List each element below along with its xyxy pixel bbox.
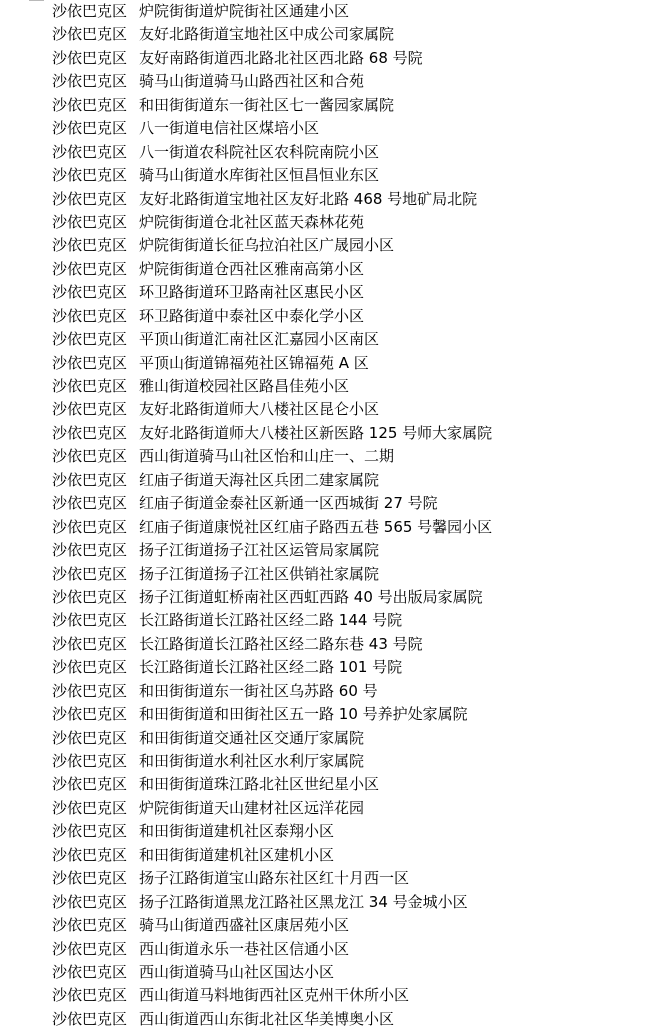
address-text: 友好北路街道宝地社区友好北路 468 号地矿局北院 <box>139 189 478 208</box>
address-text: 骑马山街道西盛社区康居苑小区 <box>139 916 350 935</box>
address-text: 和田街街道建机社区泰翔小区 <box>139 822 335 841</box>
district-name: 沙依巴克区 <box>52 212 128 231</box>
address-row <box>52 633 652 656</box>
district-name: 沙依巴克区 <box>52 119 128 138</box>
address-text: 友好北路街道宝地社区中成公司家属院 <box>139 25 395 44</box>
address-row <box>52 281 652 304</box>
address-row <box>52 141 652 164</box>
address-row <box>52 258 652 281</box>
address-row <box>52 539 652 562</box>
address-row <box>52 563 652 586</box>
address-text: 长江路街道长江路社区经二路 144 号院 <box>139 611 403 630</box>
district-name: 沙依巴克区 <box>52 728 128 747</box>
address-text: 骑马山街道水库街社区恒昌恒业东区 <box>139 166 380 185</box>
address-text: 环卫路街道环卫路南社区惠民小区 <box>139 283 365 302</box>
address-text: 和田街街道东一街社区乌苏路 60 号 <box>139 681 378 700</box>
address-text: 和田街街道交通社区交通厅家属院 <box>139 728 365 747</box>
address-row <box>52 94 652 117</box>
address-text: 西山街道永乐一巷社区信通小区 <box>139 939 350 958</box>
address-row <box>52 820 652 843</box>
address-row <box>52 586 652 609</box>
address-text: 西山街道马料地街西社区克州干休所小区 <box>139 986 410 1005</box>
district-name: 沙依巴克区 <box>52 95 128 114</box>
address-row <box>52 1008 652 1031</box>
address-row <box>52 727 652 750</box>
address-row <box>52 211 652 234</box>
address-text: 和田街街道建机社区建机小区 <box>139 845 335 864</box>
address-text: 炉院街街道仓西社区雅南高第小区 <box>139 259 365 278</box>
address-text: 八一街道电信社区煤培小区 <box>139 119 320 138</box>
address-row <box>52 422 652 445</box>
address-row <box>52 469 652 492</box>
address-text: 友好北路街道师大八楼社区昆仑小区 <box>139 400 380 419</box>
address-row <box>52 773 652 796</box>
address-row <box>52 234 652 257</box>
address-row <box>52 47 652 70</box>
district-name: 沙依巴克区 <box>52 986 128 1005</box>
address-row <box>52 797 652 820</box>
address-text: 扬子江街道扬子江社区供销社家属院 <box>139 564 380 583</box>
address-text: 炉院街街道仓北社区蓝天森林花苑 <box>139 212 365 231</box>
district-name: 沙依巴克区 <box>52 681 128 700</box>
district-name: 沙依巴克区 <box>52 142 128 161</box>
address-row <box>52 164 652 187</box>
address-row <box>52 891 652 914</box>
address-row <box>52 305 652 328</box>
address-row <box>52 23 652 46</box>
top-divider <box>29 0 44 1</box>
district-name: 沙依巴克区 <box>52 423 128 442</box>
address-list <box>52 0 652 1031</box>
address-text: 长江路街道长江路社区经二路 101 号院 <box>139 658 403 677</box>
address-row <box>52 0 652 23</box>
address-row <box>52 492 652 515</box>
district-name: 沙依巴克区 <box>52 400 128 419</box>
address-row <box>52 375 652 398</box>
address-text: 炉院街街道炉院街社区通建小区 <box>139 2 350 20</box>
address-text: 扬子江路街道黑龙江路社区黑龙江 34 号金城小区 <box>139 892 468 911</box>
district-name: 沙依巴克区 <box>52 259 128 278</box>
address-text: 长江路街道长江路社区经二路东巷 43 号院 <box>139 634 423 653</box>
address-text: 和田街街道和田街社区五一路 10 号养护处家属院 <box>139 705 468 724</box>
district-name: 沙依巴克区 <box>52 705 128 724</box>
address-row <box>52 445 652 468</box>
address-row <box>52 914 652 937</box>
district-name: 沙依巴克区 <box>52 962 128 981</box>
address-text: 西山街道西山东街北社区华美博奥小区 <box>139 1009 395 1028</box>
district-name: 沙依巴克区 <box>52 916 128 935</box>
district-name: 沙依巴克区 <box>52 377 128 395</box>
address-row <box>52 609 652 632</box>
address-text: 和田街街道东一街社区七一酱园家属院 <box>139 95 395 114</box>
address-text: 扬子江街道虹桥南社区西虹西路 40 号出版局家属院 <box>139 587 483 606</box>
address-row <box>52 516 652 539</box>
address-row <box>52 844 652 867</box>
address-text: 友好北路街道师大八楼社区新医路 125 号师大家属院 <box>139 423 493 442</box>
district-name: 沙依巴克区 <box>52 517 128 536</box>
address-row <box>52 70 652 93</box>
address-text: 炉院街街道长征乌拉泊社区广晟园小区 <box>139 236 395 255</box>
district-name: 沙依巴克区 <box>52 330 128 349</box>
district-name: 沙依巴克区 <box>52 611 128 630</box>
district-name: 沙依巴克区 <box>52 166 128 185</box>
district-name: 沙依巴克区 <box>52 775 128 794</box>
address-row <box>52 867 652 890</box>
address-text: 友好南路街道西北路北社区西北路 68 号院 <box>139 48 423 67</box>
district-name: 沙依巴克区 <box>52 2 128 20</box>
address-row <box>52 680 652 703</box>
address-text: 红庙子街道金泰社区新通一区西城街 27 号院 <box>139 494 438 513</box>
address-text: 红庙子街道康悦社区红庙子路西五巷 565 号馨园小区 <box>139 517 493 536</box>
address-text: 平顶山街道锦福苑社区锦福苑 A 区 <box>139 353 369 372</box>
address-text: 平顶山街道汇南社区汇嘉园小区南区 <box>139 330 380 349</box>
address-row <box>52 961 652 984</box>
district-name: 沙依巴克区 <box>52 447 128 466</box>
district-name: 沙依巴克区 <box>52 306 128 325</box>
district-name: 沙依巴克区 <box>52 48 128 67</box>
address-row <box>52 117 652 140</box>
district-name: 沙依巴克区 <box>52 541 128 560</box>
address-text: 西山街道骑马山社区国达小区 <box>139 962 335 981</box>
district-name: 沙依巴克区 <box>52 353 128 372</box>
district-name: 沙依巴克区 <box>52 939 128 958</box>
address-text: 环卫路街道中泰社区中泰化学小区 <box>139 306 365 325</box>
address-text: 骑马山街道骑马山路西社区和合苑 <box>139 72 365 91</box>
district-name: 沙依巴克区 <box>52 72 128 91</box>
address-text: 西山街道骑马山社区怡和山庄一、二期 <box>139 447 395 466</box>
district-name: 沙依巴克区 <box>52 283 128 302</box>
address-text: 扬子江路街道宝山路东社区红十月西一区 <box>139 869 410 888</box>
district-name: 沙依巴克区 <box>52 1009 128 1028</box>
address-text: 炉院街街道天山建材社区远洋花园 <box>139 798 365 817</box>
address-row <box>52 188 652 211</box>
address-text: 红庙子街道天海社区兵团二建家属院 <box>139 470 380 489</box>
district-name: 沙依巴克区 <box>52 658 128 677</box>
district-name: 沙依巴克区 <box>52 798 128 817</box>
district-name: 沙依巴克区 <box>52 752 128 770</box>
address-text: 和田街街道水利社区水利厅家属院 <box>139 752 365 770</box>
district-name: 沙依巴克区 <box>52 822 128 841</box>
district-name: 沙依巴克区 <box>52 189 128 208</box>
address-text: 雅山街道校园社区路昌佳苑小区 <box>139 377 350 395</box>
district-name: 沙依巴克区 <box>52 494 128 513</box>
address-row <box>52 750 652 773</box>
address-row <box>52 352 652 375</box>
address-row <box>52 328 652 351</box>
address-text: 扬子江街道扬子江社区运管局家属院 <box>139 541 380 560</box>
district-name: 沙依巴克区 <box>52 845 128 864</box>
address-row <box>52 398 652 421</box>
address-row <box>52 656 652 679</box>
district-name: 沙依巴克区 <box>52 470 128 489</box>
address-text: 八一街道农科院社区农科院南院小区 <box>139 142 380 161</box>
district-name: 沙依巴克区 <box>52 25 128 44</box>
district-name: 沙依巴克区 <box>52 892 128 911</box>
address-row <box>52 703 652 726</box>
district-name: 沙依巴克区 <box>52 564 128 583</box>
district-name: 沙依巴克区 <box>52 634 128 653</box>
district-name: 沙依巴克区 <box>52 869 128 888</box>
address-row <box>52 938 652 961</box>
address-row <box>52 984 652 1007</box>
district-name: 沙依巴克区 <box>52 587 128 606</box>
address-text: 和田街街道珠江路北社区世纪星小区 <box>139 775 380 794</box>
district-name: 沙依巴克区 <box>52 236 128 255</box>
